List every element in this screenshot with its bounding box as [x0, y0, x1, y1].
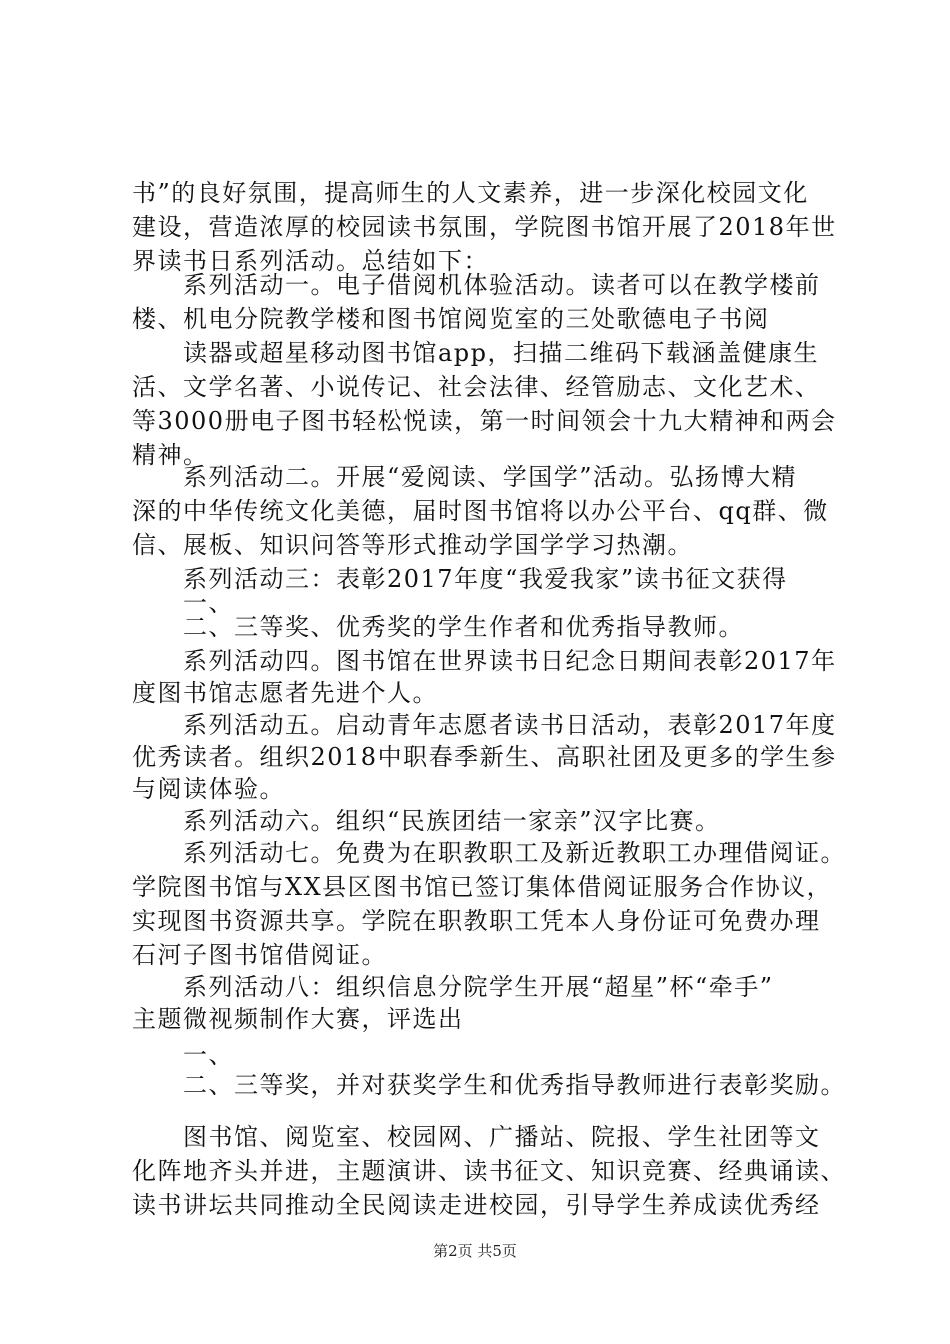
body-text-line: 系列活动七。免费为在职教职工及新近教职工办理借阅证。 [132, 839, 846, 867]
body-text-line: 系列活动六。组织“民族团结一家亲”汉字比赛。 [132, 807, 721, 835]
body-text-line: 读书讲坛共同推动全民阅读走进校园，引导学生养成读优秀经 [132, 1191, 821, 1219]
body-text-line: 系列活动八：组织信息分院学生开展“超星”杯“牵手” [132, 973, 774, 1001]
body-text-line: 等3000册电子图书轻松悦读，第一时间领会十九大精神和两会 [132, 407, 837, 435]
body-text-line: 系列活动四。图书馆在世界读书日纪念日期间表彰2017年 [132, 647, 837, 675]
body-text-line: 度图书馆志愿者先进个人。 [132, 679, 438, 707]
body-text-line: 系列活动五。启动青年志愿者读书日活动，表彰2017年度 [132, 711, 837, 739]
body-text-line: 界读书日系列活动。总结如下： [132, 247, 489, 275]
body-text-line: 优秀读者。组织2018中职春季新生、高职社团及更多的学生参 [132, 743, 837, 771]
body-text-line: 书”的良好氛围，提高师生的人文素养，进一步深化校园文化 [132, 179, 809, 207]
body-text-line: 信、展板、知识问答等形式推动学国学学习热潮。 [132, 531, 693, 559]
body-text-line: 楼、机电分院教学楼和图书馆阅览室的三处歌德电子书阅 [132, 305, 770, 333]
body-text-line: 图书馆、阅览室、校园网、广播站、院报、学生社团等文 [132, 1123, 821, 1151]
body-text-line: 系列活动一。电子借阅机体验活动。读者可以在教学楼前 [132, 271, 821, 299]
body-text-line: 建设，营造浓厚的校园读书氛围，学院图书馆开展了2018年世 [132, 213, 837, 241]
body-text-line: 系列活动二。开展“爱阅读、学国学”活动。弘扬博大精 [132, 463, 798, 491]
body-text-line: 系列活动三：表彰2017年度“我爱我家”读书征文获得 [132, 565, 788, 593]
page-number-footer: 第2页 共5页 [433, 1242, 517, 1260]
body-text-line: 二、三等奖，并对获奖学生和优秀指导教师进行表彰奖励。 [132, 1071, 846, 1099]
body-text-line: 化阵地齐头并进，主题演讲、读书征文、知识竞赛、经典诵读、 [132, 1157, 846, 1185]
body-text-line: 一、 [132, 589, 234, 617]
body-text-line: 二、三等奖、优秀奖的学生作者和优秀指导教师。 [132, 613, 744, 641]
body-text-line: 与阅读体验。 [132, 775, 285, 803]
body-text-line: 活、文学名著、小说传记、社会法律、经管励志、文化艺术、 [132, 373, 821, 401]
body-text-line: 一、 [132, 1041, 234, 1069]
body-text-line: 实现图书资源共享。学院在职教职工凭本人身份证可免费办理 [132, 907, 821, 935]
body-text-line: 精神。 [132, 441, 209, 469]
body-text-line: 主题微视频制作大赛，评选出 [132, 1005, 464, 1033]
body-text-line: 读器或超星移动图书馆app，扫描二维码下载涵盖健康生 [132, 339, 820, 367]
body-text-line: 石河子图书馆借阅证。 [132, 941, 387, 969]
body-text-line: 深的中华传统文化美德，届时图书馆将以办公平台、qq群、微 [132, 497, 829, 525]
body-text-line: 学院图书馆与XX县区图书馆已签订集体借阅证服务合作协议， [132, 873, 833, 901]
